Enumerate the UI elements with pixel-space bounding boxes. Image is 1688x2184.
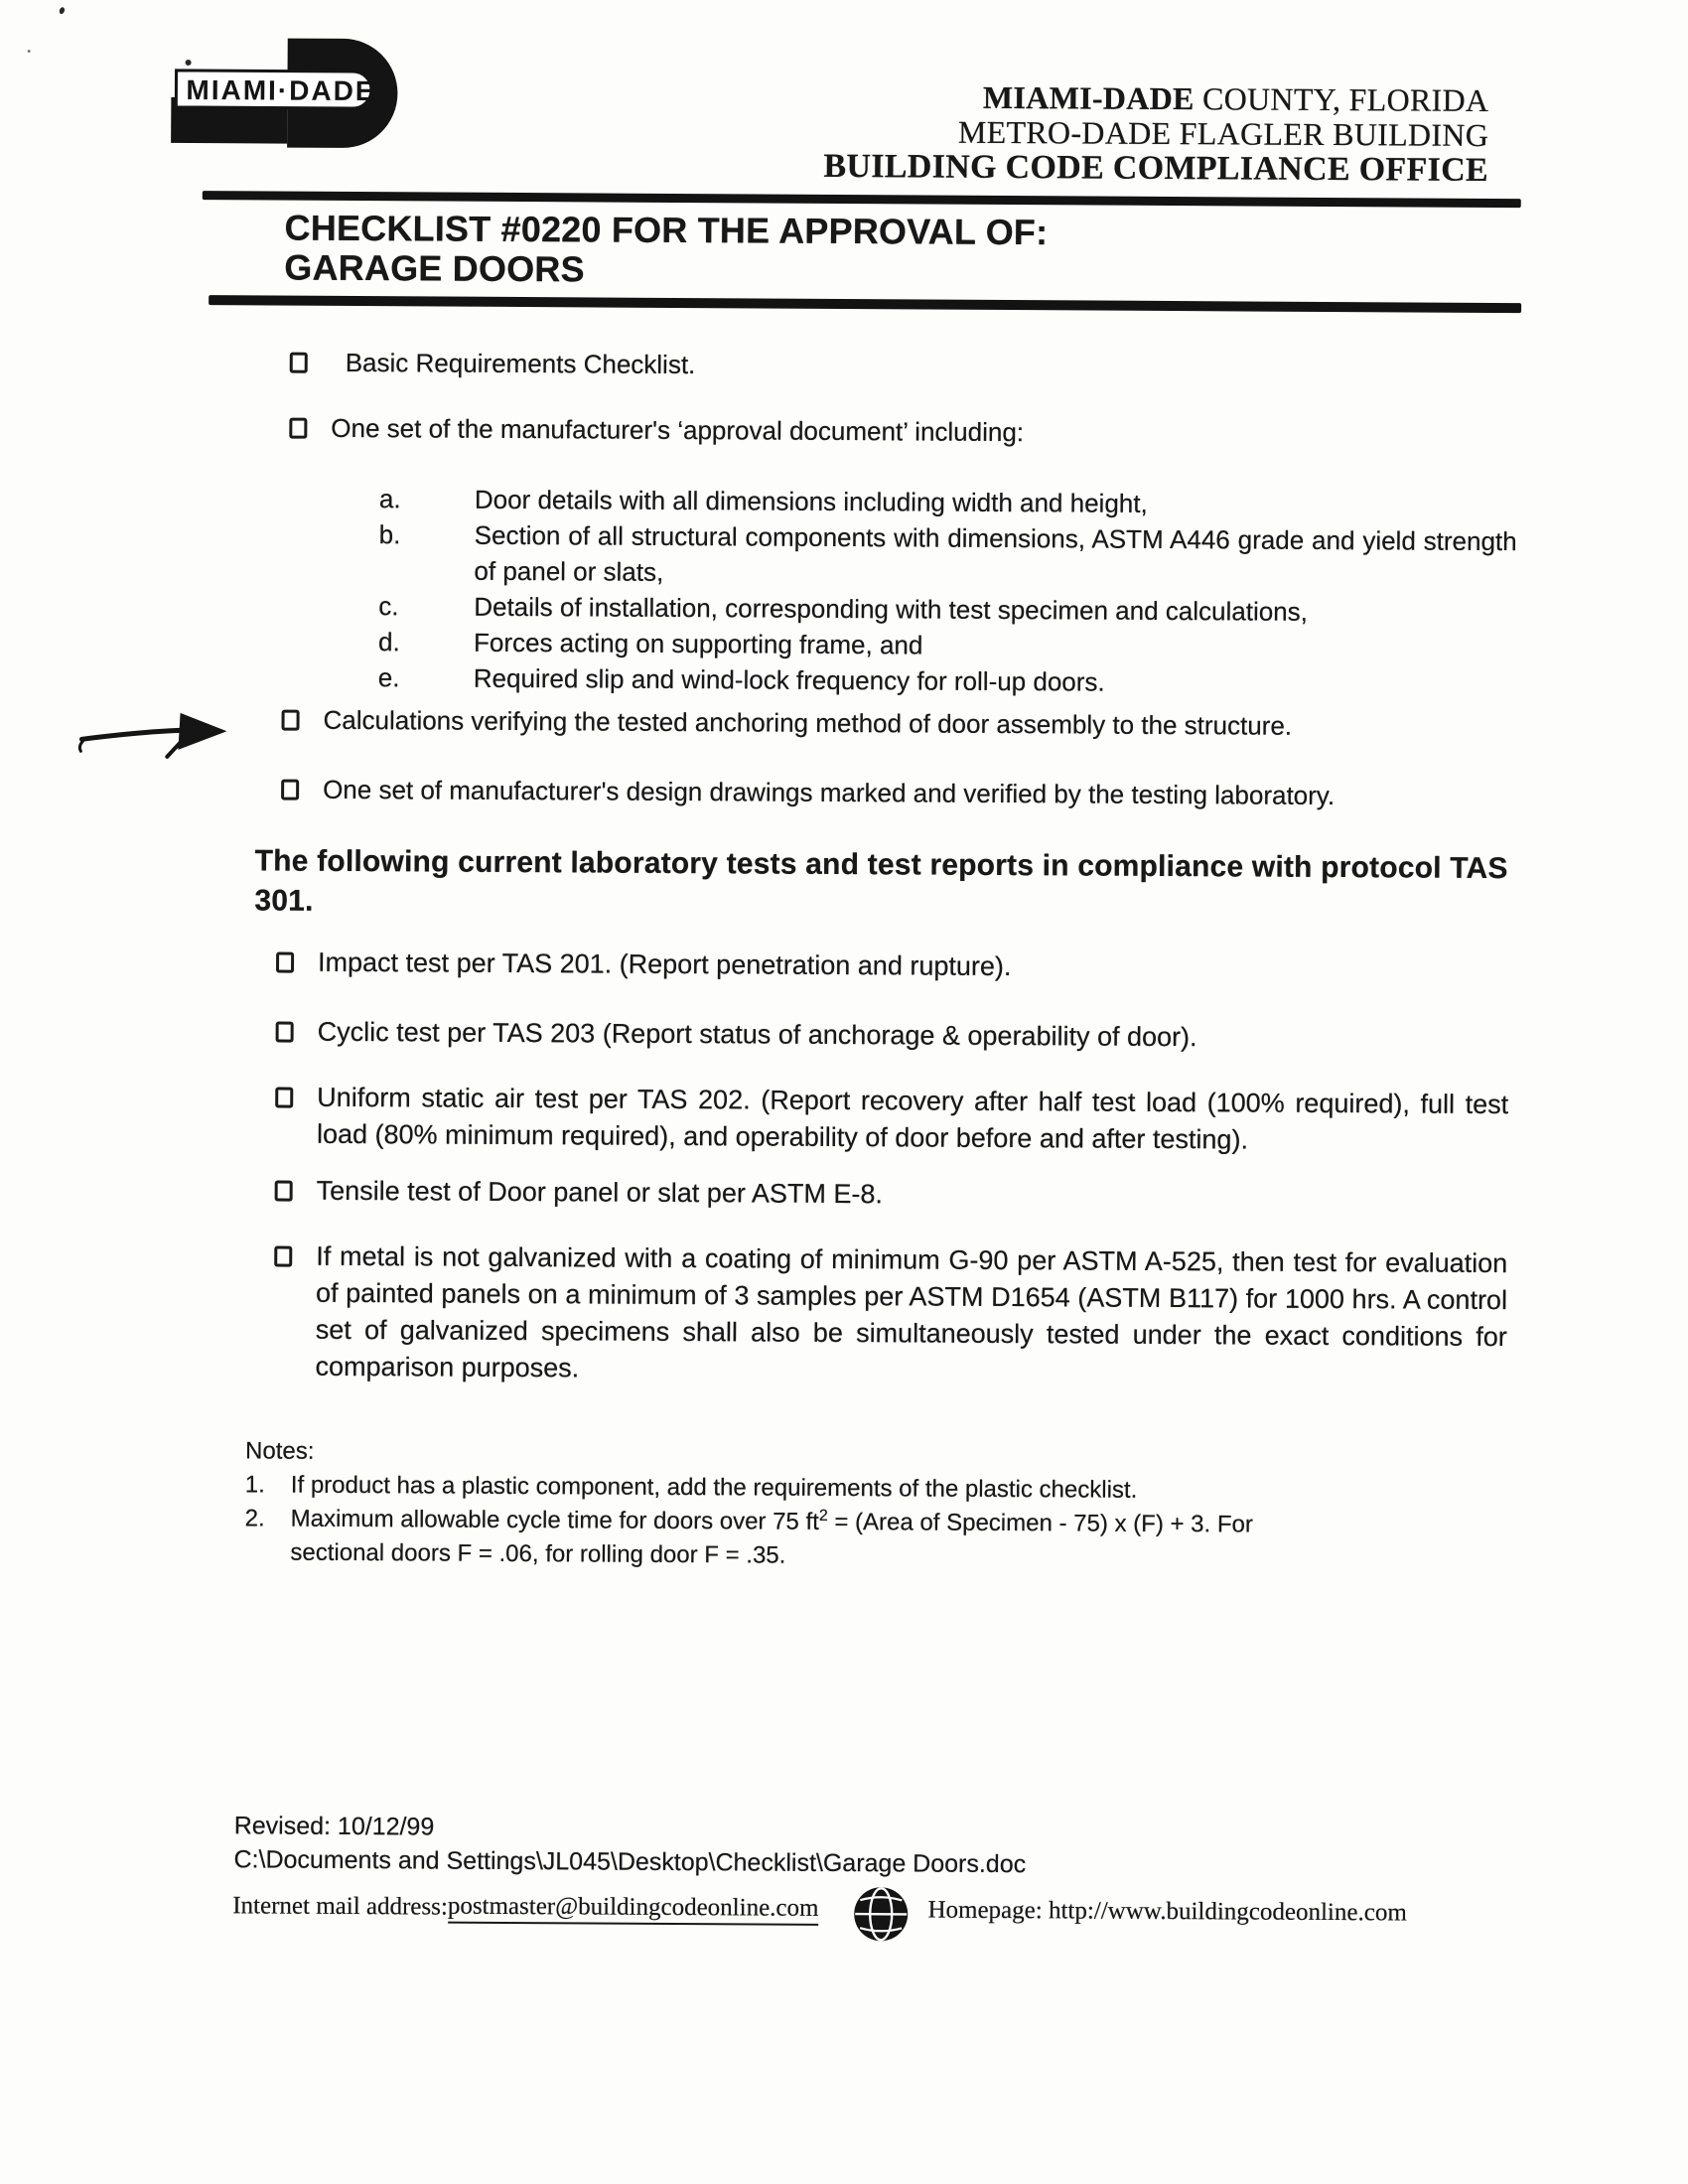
revised-date: Revised: 10/12/99 [233, 1812, 435, 1841]
title-line1: CHECKLIST #0220 FOR THE APPROVAL OF: [284, 207, 1049, 253]
checkbox-icon [274, 1246, 292, 1267]
superscript-2: 2 [818, 1507, 828, 1525]
checkbox-icon [276, 952, 294, 973]
mail-label: Internet mail address: [232, 1892, 448, 1921]
globe-icon [852, 1885, 910, 1943]
hand-drawn-arrow-icon [77, 702, 228, 761]
scan-speckle [28, 50, 31, 53]
subitem-d: d. Forces acting on supporting frame, and [377, 627, 923, 660]
scan-speckle [59, 7, 66, 15]
svg-text:MIAMI·DADE: MIAMI·DADE [186, 73, 376, 107]
footer-contact-line [232, 1877, 1407, 1942]
notes-label: Notes: [244, 1437, 315, 1465]
checkbox-icon [276, 1022, 294, 1043]
checkbox-icon [281, 780, 299, 801]
checklist-item-tensile-test: Tensile test of Door panel or slat per ASTM E-8. [275, 1173, 883, 1214]
miami-dade-logo [168, 36, 419, 155]
checklist-item-uniform-static-air-test: Uniform static air test per TAS 202. (Report recovery after half test load (100% required), full test load (80% minimum required), and operability of door before and after testing). [275, 1080, 1508, 1161]
file-path: C:\Documents and Settings\JL045\Desktop\Checklist\Garage Doors.doc [233, 1845, 1027, 1879]
subitem-c: c. Details of installation, corresponding with test specimen and calculations, [378, 591, 1309, 627]
horizontal-rule-under-title [209, 295, 1521, 313]
homepage-text: Homepage: http://www.buildingcodeonline.com [927, 1896, 1407, 1927]
letterhead-line2: METRO-DADE FLAGLER BUILDING [957, 113, 1489, 153]
title-line2: GARAGE DOORS [284, 246, 585, 290]
checklist-item-calculations: Calculations verifying the tested anchoring method of door assembly to the structure. [281, 702, 1292, 744]
document-title [284, 209, 1048, 293]
note-1: 1. If product has a plastic component, add the requirements of the plastic checklist. [244, 1471, 1138, 1504]
note-2-line2: sectional doors F = .06, for rolling door F = .35. [290, 1538, 786, 1569]
checklist-item-galvanized-test: If metal is not galvanized with a coating of minimum G-90 per ASTM A-525, then test for evaluation of painted panels on a minimum of 3 samples per ASTM D1654 (ASTM B117) for 1000 hrs. A control set of galvanized specimens shall also be simultaneously tested under the exact conditions for comparison purposes. [273, 1238, 1507, 1393]
checklist-item-impact-test: Impact test per TAS 201. (Report penetration and rupture). [276, 945, 1012, 986]
section-heading: The following current laboratory tests and test reports in compliance with protocol TAS 301. [254, 844, 1508, 918]
checkbox-icon [289, 418, 307, 439]
checkbox-icon [275, 1088, 293, 1108]
checklist-item-approval-document: One set of the manufacturer's ‘approval document’ including: [289, 410, 1024, 451]
subitem-e: e. Required slip and wind-lock frequency for roll-up doors. [377, 662, 1105, 697]
note-2: 2. Maximum allowable cycle time for doors over 75 $ft^2$ = (Area of Specimen - 75) x (F) + 3. For sectional doors F = .06, for rolling door F = .35. [244, 1505, 1253, 1569]
email-link[interactable]: postmaster@buildingcodeonline.com [448, 1892, 819, 1925]
checkbox-icon [275, 1181, 293, 1202]
approval-document-sublist [378, 481, 1517, 702]
checkbox-icon [290, 353, 308, 373]
checklist-item-design-drawings: One set of manufacturer's design drawings marked and verified by the testing laboratory. [281, 772, 1335, 813]
miami-dade-logo-icon [168, 36, 419, 155]
checklist-item-basic-requirements: Basic Requirements Checklist. [290, 345, 696, 382]
horizontal-rule-top [203, 191, 1521, 208]
letterhead [823, 79, 1488, 188]
checkbox-icon [281, 710, 299, 731]
subitem-a: a. Door details with all dimensions including width and height, [378, 484, 1148, 518]
notes-section [244, 1434, 1253, 1575]
checklist-item-cyclic-test: Cyclic test per TAS 203 (Report status of anchorage & operability of door). [276, 1014, 1197, 1057]
letterhead-line1: MIAMI-DADE COUNTY, FLORIDA [982, 78, 1489, 118]
subitem-b: b. Section of all structural components with dimensions, ASTM A446 grade and yield strength of panel or slats, [378, 519, 1517, 587]
letterhead-line3: BUILDING CODE COMPLIANCE OFFICE [823, 147, 1489, 189]
